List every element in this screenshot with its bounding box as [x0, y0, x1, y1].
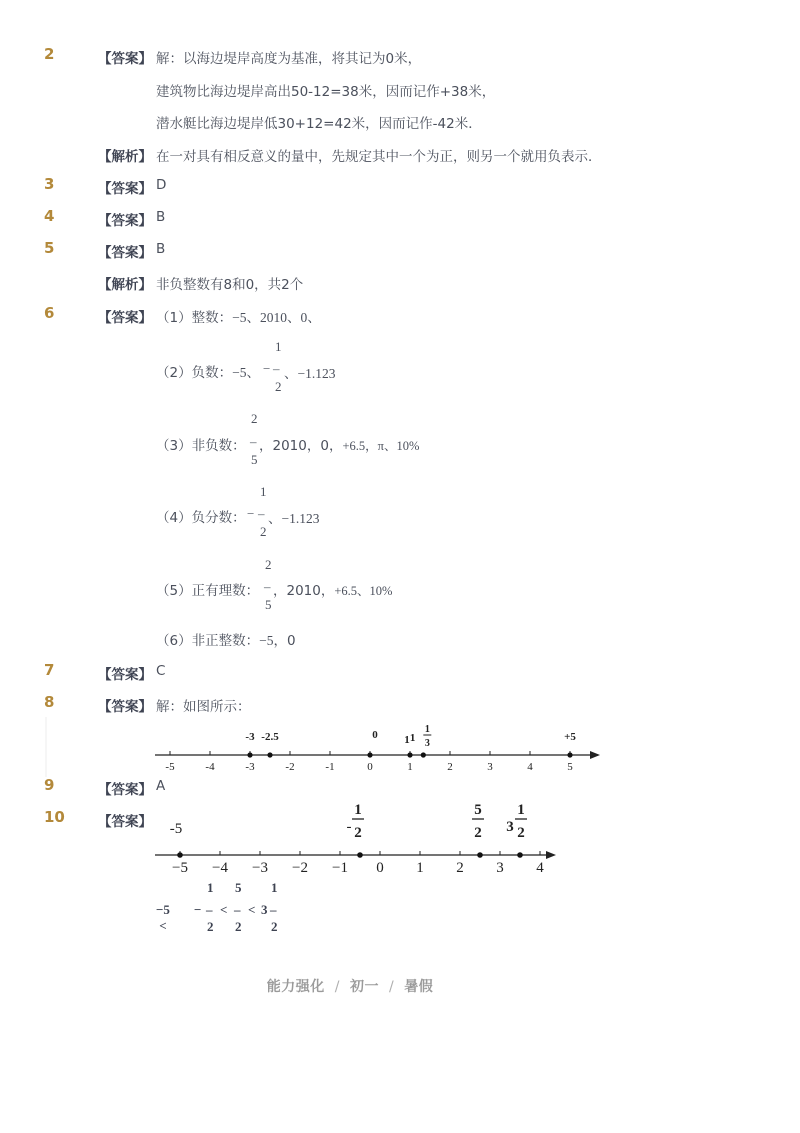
fraction-denominator: 2 [354, 825, 362, 841]
fraction-denominator: 2 [235, 919, 242, 934]
fraction-numerator: 2 [251, 411, 258, 426]
point-label: -2.5 [261, 731, 279, 743]
part-values: −5、2010、0、 [232, 310, 321, 325]
tick-label: -2 [285, 761, 295, 773]
fraction-numerator: 2 [265, 557, 272, 572]
answer-text: 潜水艇比海边堤岸低30+12=42米，因而记作-42米． [156, 116, 482, 132]
answer-text: 建筑物比海边堤岸高出50-12=38米，因而记作+38米， [156, 84, 496, 100]
question-number: 6 [44, 304, 55, 322]
point-marker [477, 852, 483, 858]
fraction-numerator: 1 [517, 802, 525, 818]
tick-label: 4 [536, 860, 544, 876]
fraction-numerator: 1 [271, 880, 278, 895]
part-3 [156, 434, 246, 454]
point-marker [177, 852, 183, 858]
question-number: 3 [44, 175, 55, 193]
fraction-bar: – [270, 902, 277, 917]
point-marker [421, 752, 426, 757]
point-marker [267, 752, 272, 757]
point-label: -3 [245, 731, 255, 743]
answer-text: D [156, 177, 167, 193]
fraction-numerator: 1 [424, 724, 430, 735]
part-label: （6）非正整数： [156, 633, 260, 649]
part-2 [156, 361, 260, 381]
fraction-denominator: 2 [207, 919, 214, 934]
fraction-bar: – [206, 902, 213, 917]
mixed-whole: 3 [506, 819, 514, 835]
footer-separator: / [334, 979, 340, 995]
part-label: （2）负数： [156, 365, 233, 381]
question-number: 9 [44, 776, 55, 794]
part-label: （1）整数： [156, 310, 233, 326]
fraction-numerator: 1 [275, 339, 282, 354]
point-label: 0 [372, 729, 378, 741]
point-marker [567, 752, 572, 757]
tick-label: -3 [245, 761, 255, 773]
analysis-tag: 【解析】 [98, 149, 152, 165]
question-number: 8 [44, 693, 55, 711]
tick-label: 4 [527, 761, 533, 773]
footer-term: 暑假 [404, 979, 434, 995]
minus-sign: − [247, 506, 255, 521]
part-5 [156, 579, 259, 599]
fraction-bar: – [234, 902, 241, 917]
answer-tag: 【答案】 [98, 782, 152, 798]
part-label: （3）非负数： [156, 438, 246, 454]
tick-label: -1 [325, 761, 335, 773]
answer-text: 解：以海边堤岸高度为基准，将其记为0米， [156, 51, 422, 67]
fraction-numerator: 1 [354, 802, 362, 818]
part-values: −5、 [232, 365, 260, 380]
fraction-bar: – [258, 506, 265, 521]
footer-separator: / [389, 979, 395, 995]
tick-label: −1 [332, 860, 348, 876]
less-than: < [220, 902, 228, 917]
fraction-bar: – [250, 434, 257, 449]
tick-label: 2 [456, 860, 464, 876]
fraction-bar: – [264, 579, 271, 594]
point-label: 1 [404, 734, 410, 746]
question-number: 10 [44, 808, 65, 826]
mixed-whole: 3 [261, 902, 268, 917]
arrow-icon [590, 751, 600, 759]
minus-sign: − [263, 361, 271, 376]
part-4 [156, 506, 246, 526]
footer-grade: 初一 [350, 979, 379, 995]
answer-tag: 【答案】 [98, 699, 152, 715]
fraction-numerator: 1 [207, 880, 214, 895]
answer-tag: 【答案】 [98, 213, 152, 229]
number-line-q10 [0, 795, 800, 885]
fraction-denominator: 3 [424, 738, 430, 749]
page-footer [0, 976, 700, 996]
tick-label: −2 [292, 860, 308, 876]
analysis-text: 非负整数有8和0，共2个 [156, 277, 304, 293]
less-than: < [248, 902, 256, 917]
fraction-numerator: 1 [260, 484, 267, 499]
tick-label: 3 [487, 761, 493, 773]
tick-label: −4 [212, 860, 228, 876]
fraction-denominator: 2 [275, 379, 282, 394]
answer-text: 解：如图所示： [156, 699, 251, 715]
analysis-text: 在一对具有相反意义的量中，先规定其中一个为正，则另一个就用负表示． [156, 149, 602, 165]
answer-tag: 【答案】 [98, 310, 152, 326]
point-marker [367, 752, 372, 757]
analysis-tag: 【解析】 [98, 277, 152, 293]
tick-label: 1 [416, 860, 424, 876]
fraction-denominator: 2 [260, 524, 267, 539]
answer-tag: 【答案】 [98, 181, 152, 197]
part-values: ，2010，0，+6.5，π、10% [259, 438, 420, 454]
tick-label: 1 [407, 761, 413, 773]
fraction-denominator: 2 [517, 825, 525, 841]
answer-tag: 【答案】 [98, 51, 152, 67]
answer-tag: 【答案】 [98, 245, 152, 261]
tick-label: 3 [496, 860, 504, 876]
question-number: 4 [44, 207, 55, 225]
point-label: -5 [169, 821, 183, 837]
question-number: 5 [44, 239, 55, 257]
part-label: （4）负分数： [156, 510, 246, 526]
part-6: （6）非正整数：−5，0 [156, 633, 296, 649]
point-label: +5 [564, 731, 576, 743]
point-marker [517, 852, 523, 858]
fraction-denominator: 2 [271, 919, 278, 934]
tick-label: -4 [205, 761, 215, 773]
answer-text: C [156, 663, 166, 679]
fraction-denominator: 5 [265, 597, 272, 612]
point-marker [247, 752, 252, 757]
part-label: （5）正有理数： [156, 583, 260, 599]
fraction-numerator: 5 [235, 880, 242, 895]
ineq-start: −5 < [156, 902, 170, 933]
fraction-bar: – [273, 361, 280, 376]
fraction-denominator: 2 [474, 825, 482, 841]
fraction-numerator: 5 [474, 802, 482, 818]
tick-label: −5 [172, 860, 188, 876]
number-line-q8 [0, 712, 800, 782]
point-marker [357, 852, 363, 858]
answer-tag: 【答案】 [98, 814, 152, 830]
minus-sign: − [194, 902, 202, 917]
answer-text: A [156, 778, 166, 794]
fraction-denominator: 5 [251, 452, 258, 467]
answer-tag: 【答案】 [98, 667, 152, 683]
tick-label: 0 [376, 860, 384, 876]
minus-sign: - [346, 819, 352, 835]
part-1 [156, 306, 321, 326]
tick-label: 5 [567, 761, 573, 773]
answer-text: B [156, 241, 166, 257]
part-values: 、−1.123 [268, 511, 320, 526]
tick-label: -5 [165, 761, 175, 773]
part-values: ，2010，+6.5、10% [273, 583, 393, 599]
part-values: 、−1.123 [284, 366, 336, 381]
tick-label: −3 [252, 860, 268, 876]
answer-text: B [156, 209, 166, 225]
footer-course: 能力强化 [266, 979, 325, 995]
question-number: 2 [44, 45, 55, 63]
arrow-icon [546, 851, 556, 859]
tick-label: 0 [367, 761, 373, 773]
point-label: 1 [409, 732, 416, 744]
tick-label: 2 [447, 761, 453, 773]
point-marker [407, 752, 412, 757]
question-number: 7 [44, 661, 55, 679]
